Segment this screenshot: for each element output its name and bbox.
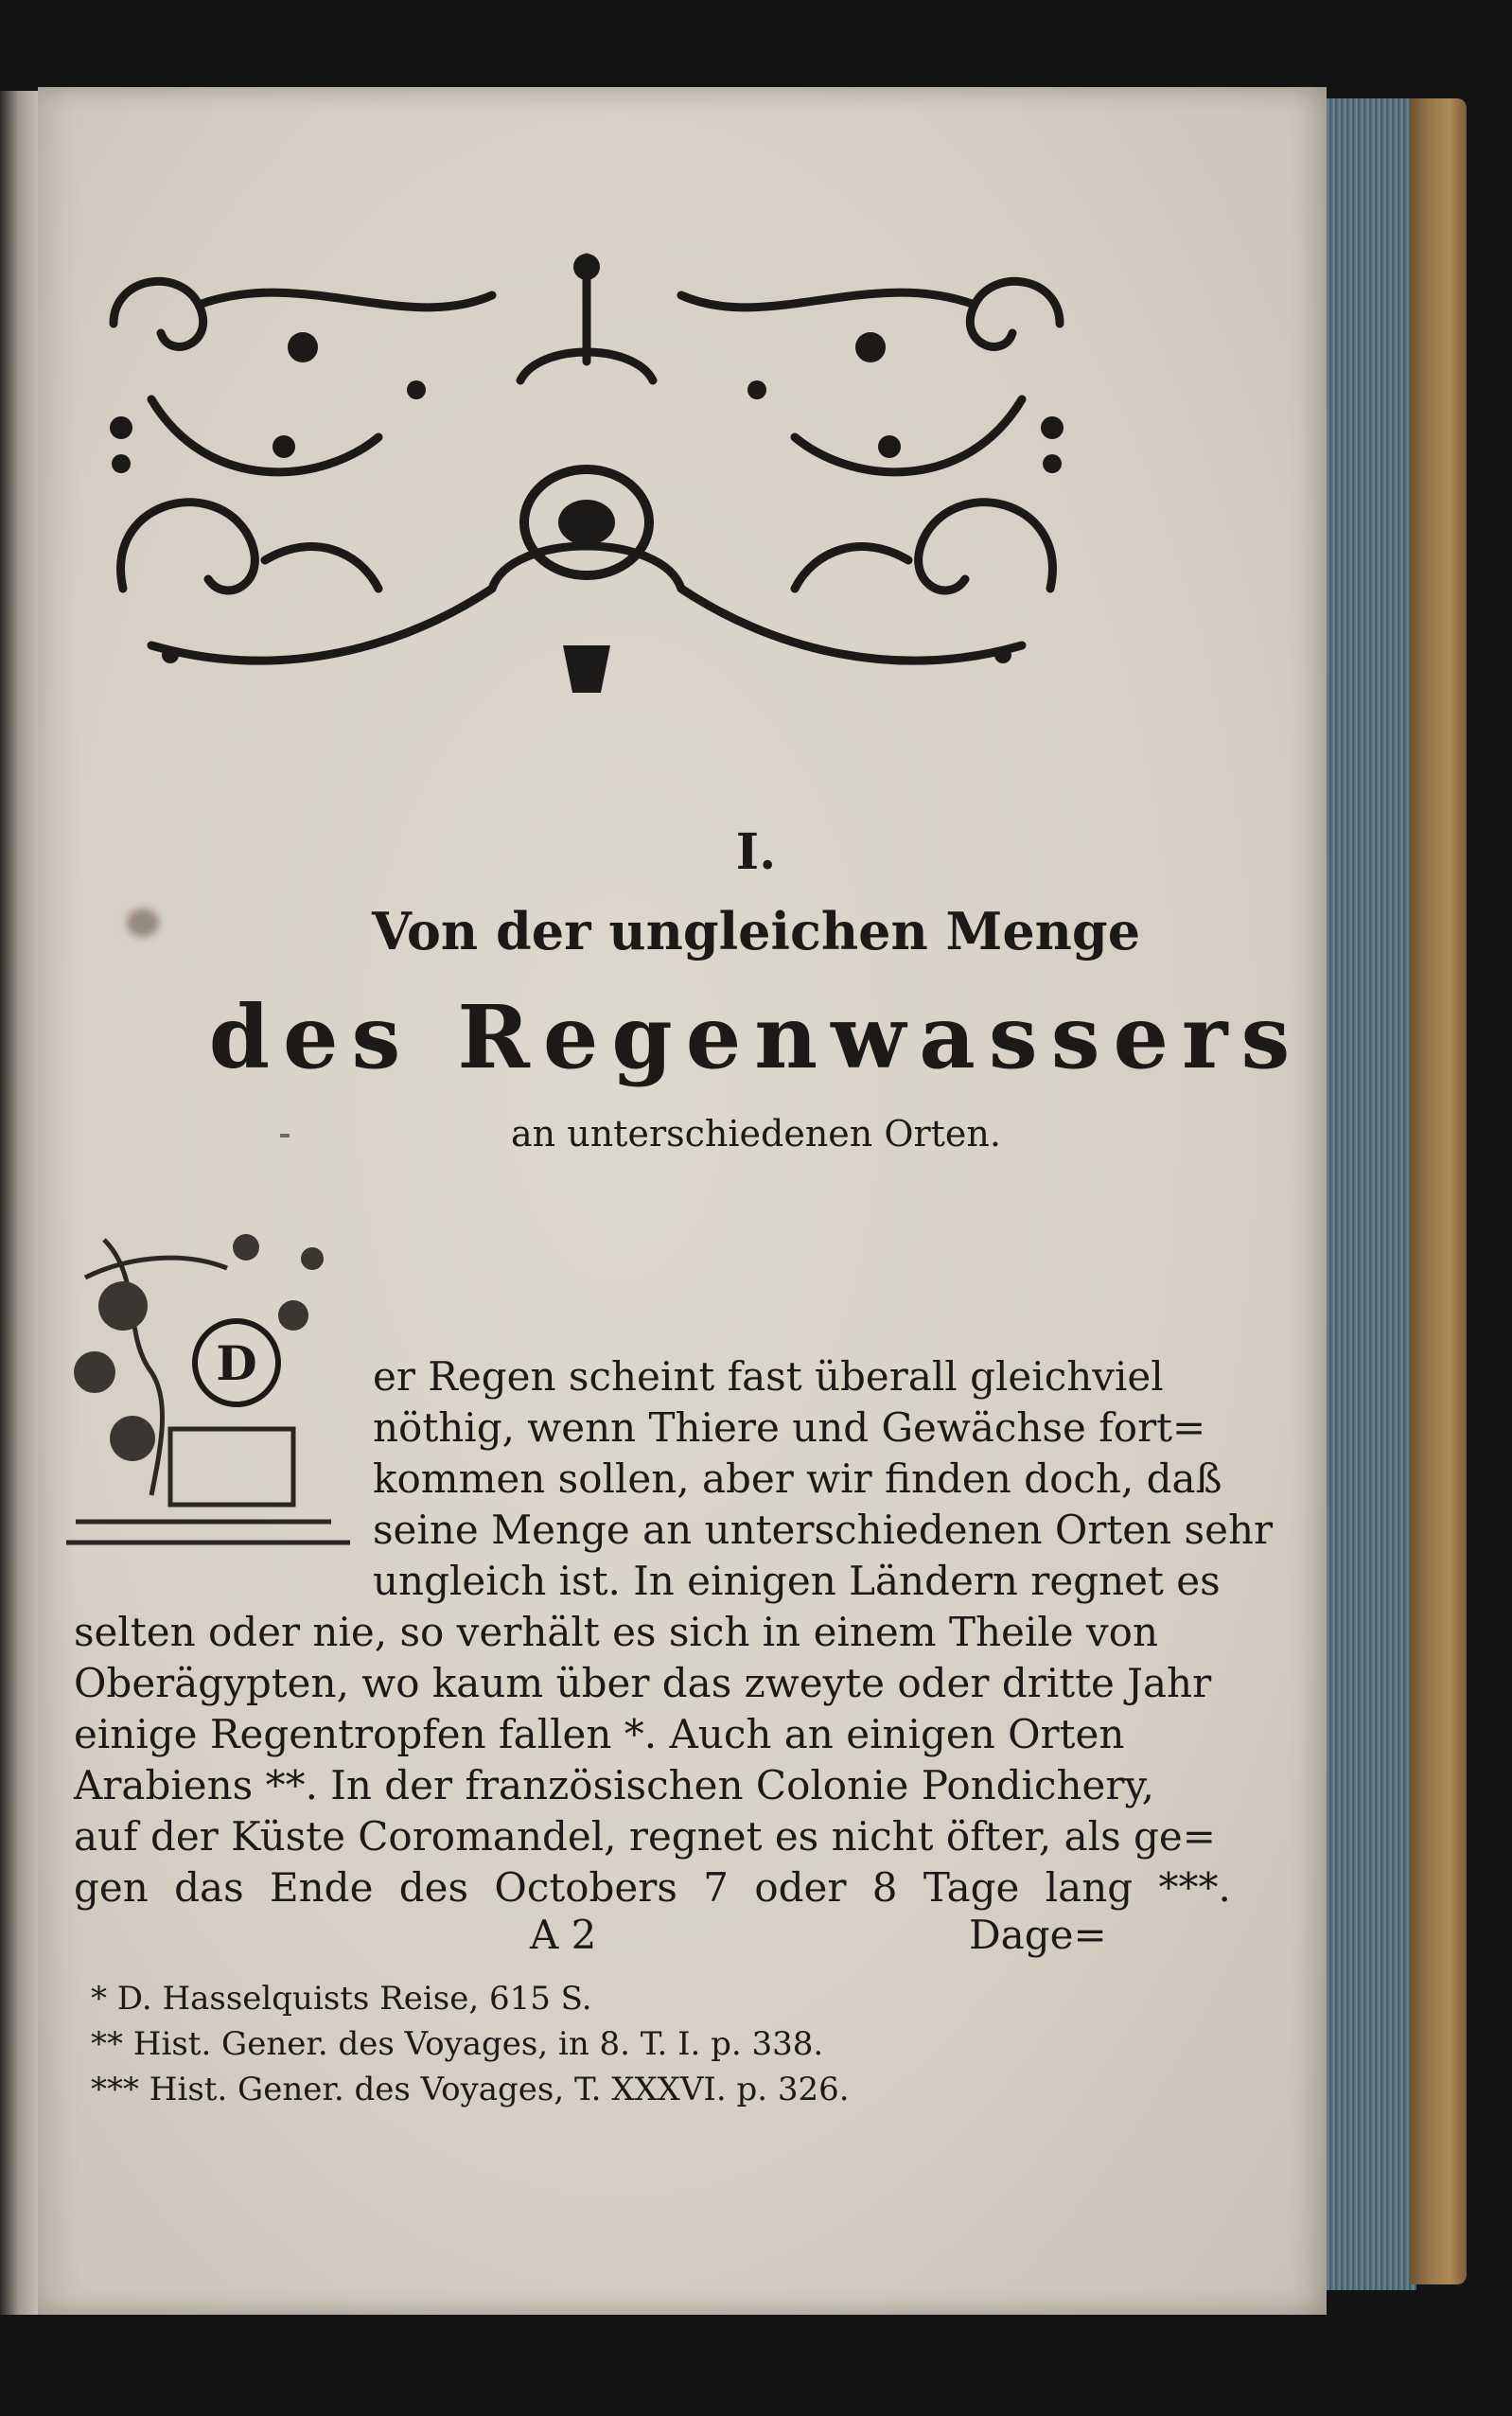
headpiece-ornament [95, 248, 1079, 721]
body-line-5: ungleich ist. In einigen Ländern regnet es [373, 1558, 1221, 1604]
body-line-4: seine Menge an unterschiedenen Orten sehr [373, 1507, 1274, 1553]
body-line-11: gen das Ende des Octobers 7 oder 8 Tage lang ***. [74, 1864, 1231, 1911]
drop-cap-letter: D [216, 1335, 257, 1391]
chapter-subtitle: an unterschiedenen Orten. [511, 1113, 1001, 1155]
body-line-8: einige Regentropfen fallen *. Auch an einigen Orten [74, 1711, 1125, 1757]
footnote-1: * D. Hasselquists Reise, 615 S. [91, 1980, 592, 2018]
decorated-initial [66, 1221, 350, 1571]
chapter-title-line-1: Von der ungleichen Menge [371, 901, 1141, 961]
body-line-6: selten oder nie, so verhält es sich in einem Theile von [74, 1609, 1158, 1655]
body-line-9: Arabiens **. In der französischen Colonie Pondichery, [74, 1762, 1154, 1808]
previous-page-edge [0, 91, 42, 2315]
signature-mark: A 2 [530, 1912, 597, 1958]
footnote-3: *** Hist. Gener. des Voyages, T. XXXVI. p. 326. [91, 2071, 850, 2108]
chapter-number: I. [735, 823, 777, 881]
body-line-10: auf der Küste Coromandel, regnet es nicht öfter, als ge= [74, 1813, 1216, 1860]
body-line-2: nöthig, wenn Thiere und Gewächse fort= [373, 1404, 1206, 1451]
page-block-edge [1327, 98, 1416, 2290]
body-line-1: er Regen scheint fast überall gleichviel [373, 1353, 1164, 1400]
book-cover-edge [1410, 98, 1467, 2284]
body-line-7: Oberägypten, wo kaum über das zweyte oder dritte Jahr [74, 1660, 1212, 1706]
body-line-3: kommen sollen, aber wir finden doch, daß [373, 1455, 1222, 1502]
catchword: Dage= [969, 1912, 1107, 1958]
footnote-2: ** Hist. Gener. des Voyages, in 8. T. I. p. 338. [91, 2025, 824, 2063]
chapter-title-line-2: des Regenwassers [208, 986, 1304, 1088]
